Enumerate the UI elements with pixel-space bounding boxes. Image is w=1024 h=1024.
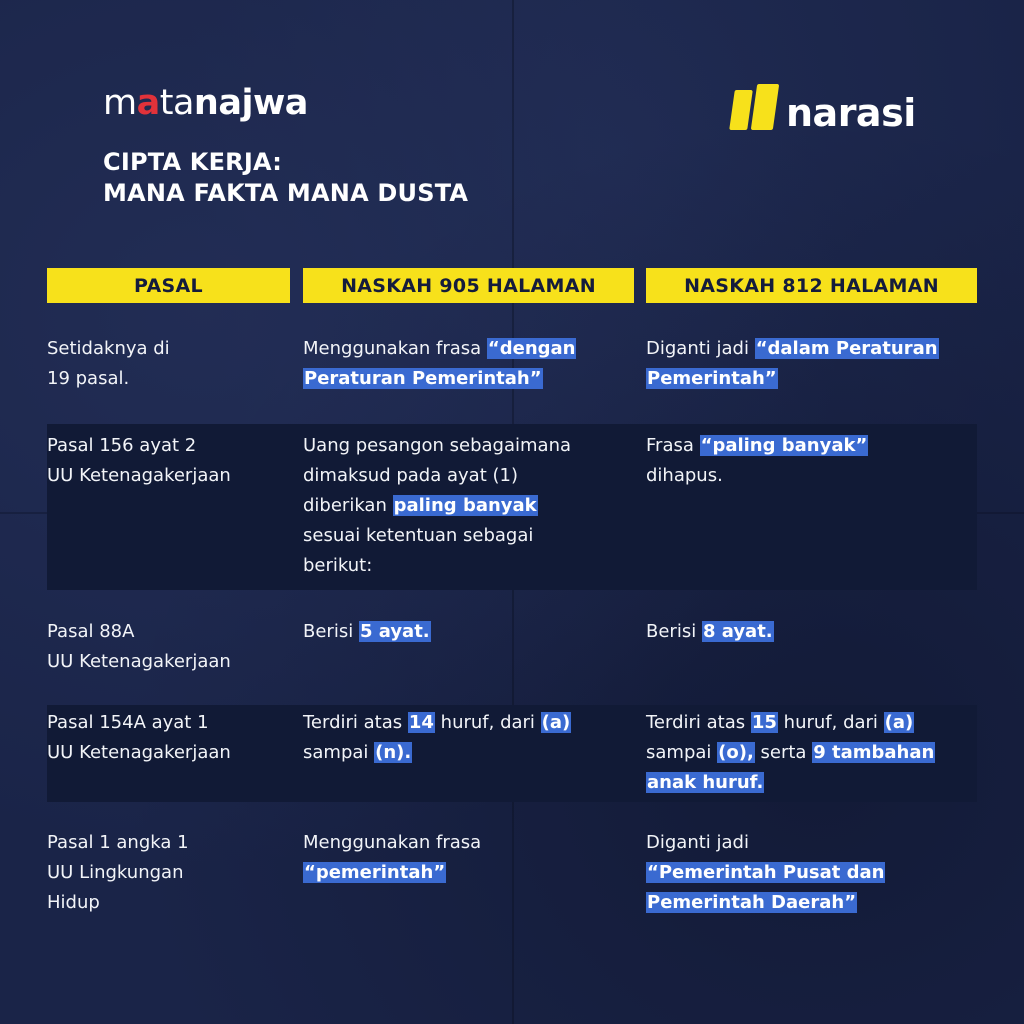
cell-line — [646, 738, 935, 768]
title-line-1: CIPTA KERJA: — [103, 148, 282, 176]
highlight-text: anak huruf. — [647, 772, 764, 793]
plain-text: sampai — [646, 742, 718, 763]
row-3-naskah-812-cell — [646, 617, 774, 647]
plain-text: Uang pesangon sebagaimana — [303, 435, 572, 456]
highlight-text: Peraturan Pemerintah” — [304, 368, 542, 389]
highlight-text: Pemerintah” — [647, 368, 777, 389]
row-1-naskah-812-cell — [646, 334, 939, 394]
highlight-text: (a) — [541, 712, 571, 733]
row-2-pasal-cell — [47, 431, 231, 491]
cell-line — [303, 431, 571, 461]
plain-text: sampai — [303, 742, 375, 763]
row-3-pasal-cell — [47, 617, 231, 677]
cell-line: Pasal 156 ayat 2 — [47, 435, 197, 456]
cell-line — [303, 491, 571, 521]
cell-line: Hidup — [47, 892, 100, 913]
narasi-wordmark: narasi — [786, 91, 916, 135]
cell-line: 19 pasal. — [47, 368, 130, 389]
plain-text: Menggunakan frasa — [303, 338, 487, 359]
row-1-pasal-cell — [47, 334, 170, 394]
cell-line — [303, 738, 571, 768]
row-2-naskah-812-cell — [646, 431, 868, 491]
row-4-naskah-905-cell — [303, 708, 571, 768]
cell-line: UU Ketenagakerjaan — [47, 465, 231, 486]
plain-text: dimaksud pada ayat (1) — [303, 465, 518, 486]
cell-line — [646, 858, 885, 888]
highlight-text: “dalam Peraturan — [755, 338, 938, 359]
cell-line — [646, 828, 885, 858]
plain-text: diberikan — [303, 495, 393, 516]
cell-line — [646, 617, 774, 647]
row-5-naskah-812-cell — [646, 828, 885, 918]
cell-line — [303, 708, 571, 738]
row-4-naskah-812-cell — [646, 708, 935, 798]
cell-line — [303, 617, 431, 647]
cell-line — [303, 828, 481, 858]
cell-line — [646, 768, 935, 798]
cell-line: UU Ketenagakerjaan — [47, 651, 231, 672]
cell-line: UU Lingkungan — [47, 862, 184, 883]
highlight-text: Pemerintah Daerah” — [647, 892, 857, 913]
highlight-text: “Pemerintah Pusat dan — [647, 862, 885, 883]
cell-line: Pasal 88A — [47, 621, 135, 642]
plain-text: Menggunakan frasa — [303, 832, 482, 853]
cell-line: Pasal 154A ayat 1 — [47, 712, 209, 733]
plain-text: huruf, dari — [777, 712, 884, 733]
plain-text: Berisi — [646, 621, 702, 642]
plain-text: serta — [754, 742, 813, 763]
row-4-pasal-cell — [47, 708, 231, 768]
cell-line: Setidaknya di — [47, 338, 170, 359]
highlight-text: “pemerintah” — [304, 862, 446, 883]
highlight-text: (a) — [884, 712, 914, 733]
cell-line: Pasal 1 angka 1 — [47, 832, 189, 853]
highlight-text: 5 ayat. — [359, 621, 430, 642]
cell-line — [646, 461, 868, 491]
matanajwa-eye-letter: a — [136, 83, 160, 123]
cell-line — [646, 708, 935, 738]
plain-text: Diganti jadi — [646, 338, 755, 359]
cell-line: UU Ketenagakerjaan — [47, 742, 231, 763]
highlight-text: 8 ayat. — [702, 621, 773, 642]
cell-line — [303, 334, 576, 364]
highlight-text: “paling banyak” — [700, 435, 868, 456]
highlight-text: (n). — [375, 742, 412, 763]
narasi-logo-mark-left — [729, 90, 753, 130]
cell-line — [646, 888, 885, 918]
plain-text: sesuai ketentuan sebagai — [303, 525, 534, 546]
row-5-pasal-cell — [47, 828, 189, 918]
plain-text: dihapus. — [646, 465, 723, 486]
highlight-text: paling banyak — [393, 495, 537, 516]
cell-line — [303, 858, 481, 888]
highlight-text: (o), — [718, 742, 754, 763]
row-2-naskah-905-cell — [303, 431, 571, 581]
narasi-logo — [730, 84, 930, 140]
highlight-text: 14 — [408, 712, 434, 733]
cell-line — [646, 364, 939, 394]
cell-line — [303, 461, 571, 491]
cell-line — [303, 551, 571, 581]
cell-line — [646, 334, 939, 364]
plain-text: Berisi — [303, 621, 359, 642]
plain-text: Terdiri atas — [303, 712, 408, 733]
matanajwa-logo: matanajwa — [103, 83, 308, 123]
plain-text: berikut: — [303, 555, 373, 576]
cell-line — [303, 364, 576, 394]
plain-text: Frasa — [646, 435, 700, 456]
cell-line — [646, 431, 868, 461]
cell-line — [303, 521, 571, 551]
header-naskah-905: NASKAH 905 HALAMAN — [303, 268, 634, 303]
plain-text: Diganti jadi — [646, 832, 749, 853]
header-pasal: PASAL — [47, 268, 290, 303]
row-3-naskah-905-cell — [303, 617, 431, 647]
highlight-text: 15 — [751, 712, 777, 733]
highlight-text: 9 tambahan — [813, 742, 935, 763]
plain-text: Terdiri atas — [646, 712, 751, 733]
row-5-naskah-905-cell — [303, 828, 481, 888]
row-1-naskah-905-cell — [303, 334, 576, 394]
narasi-logo-mark-right — [751, 84, 779, 130]
page-title — [103, 147, 468, 209]
title-line-2: MANA FAKTA MANA DUSTA — [103, 179, 469, 207]
header-naskah-812: NASKAH 812 HALAMAN — [646, 268, 977, 303]
plain-text: huruf, dari — [434, 712, 541, 733]
highlight-text: “dengan — [487, 338, 576, 359]
